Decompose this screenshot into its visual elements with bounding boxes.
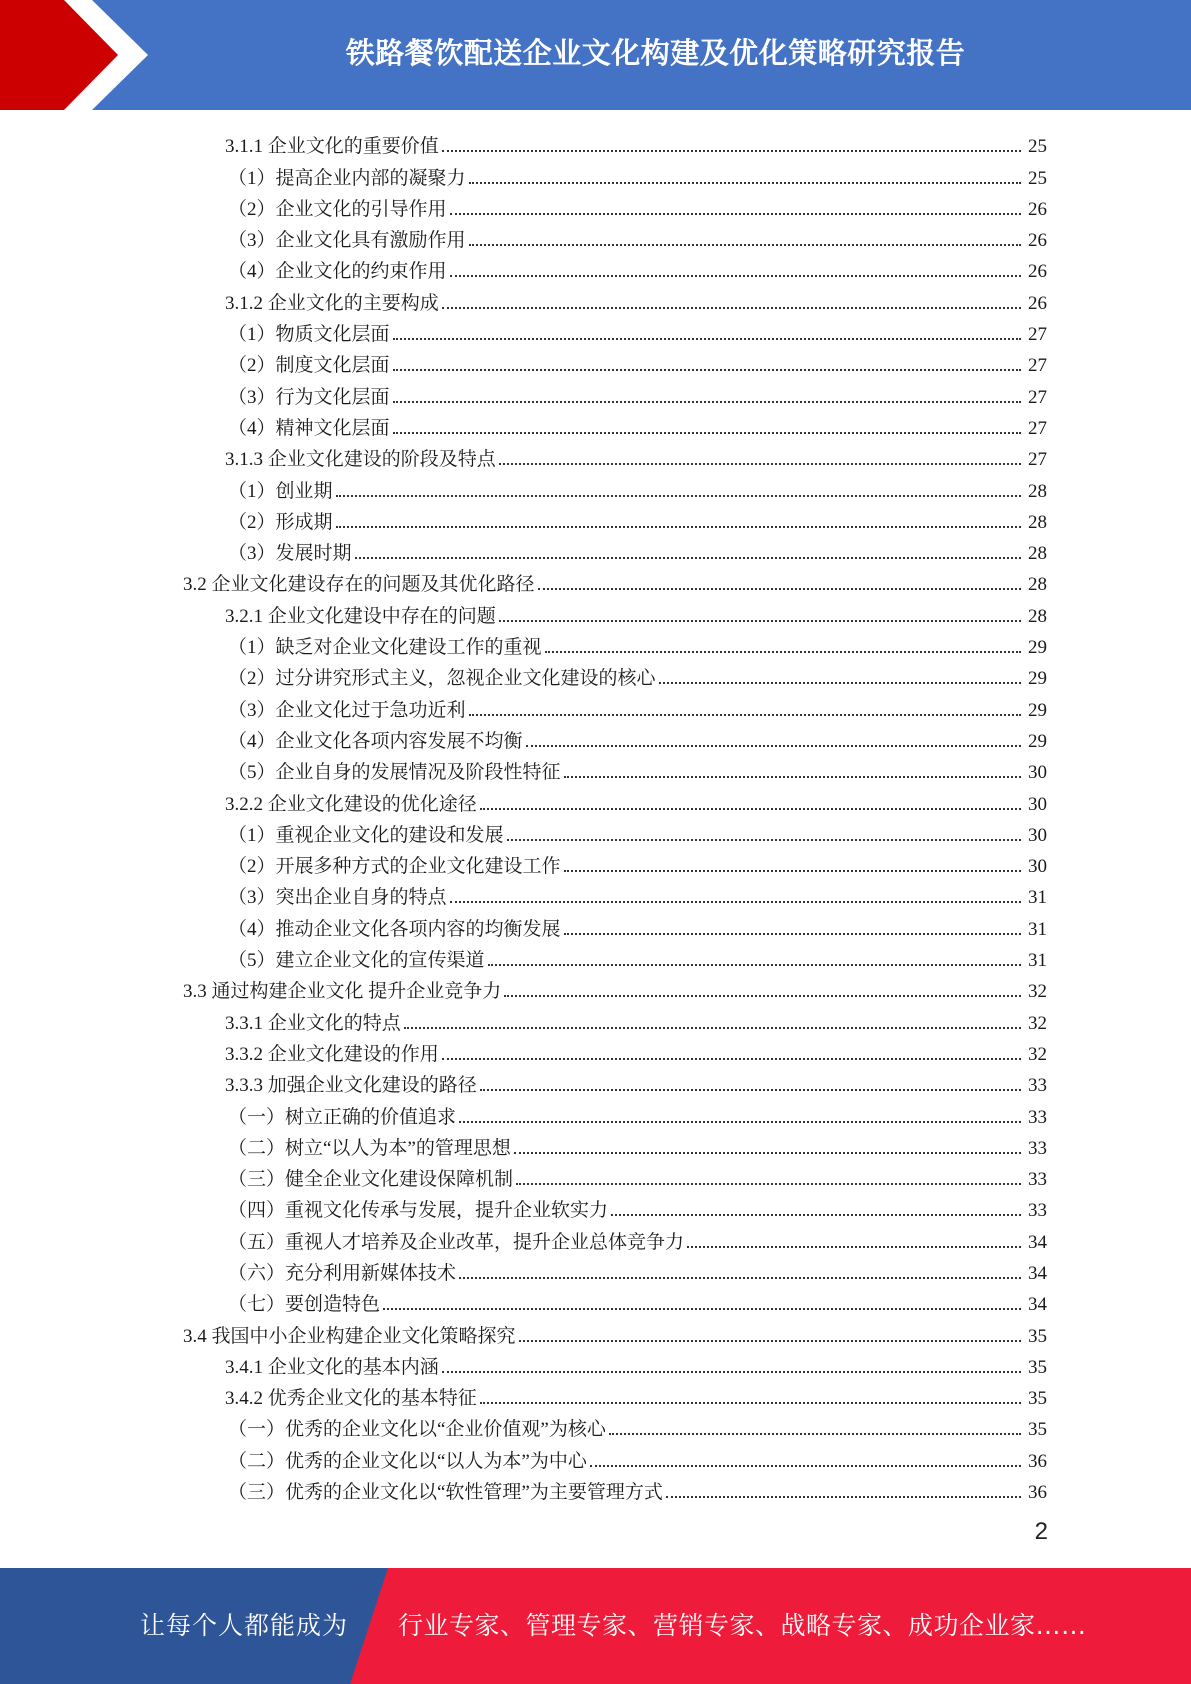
toc-dot-leader (687, 1246, 1021, 1248)
toc-dot-leader (516, 1183, 1021, 1185)
toc-entry[interactable] (0, 378, 1191, 409)
toc-entry-label: （五）重视人才培养及企业改革，提升企业总体竞争力 (228, 1231, 685, 1253)
toc-entry-page: 32 (1028, 1012, 1047, 1034)
toc-entry-label: （二）优秀的企业文化以“以人为本”为中心 (228, 1450, 587, 1472)
toc-entry-page: 25 (1028, 167, 1047, 189)
toc-entry[interactable] (0, 284, 1191, 315)
toc-dot-leader (519, 1340, 1021, 1342)
toc-dot-leader (666, 1496, 1021, 1498)
toc-entry[interactable] (0, 817, 1191, 848)
toc-dot-leader (564, 933, 1021, 935)
toc-entry[interactable] (0, 566, 1191, 597)
toc-entry-label: 3.3.3 加强企业文化建设的路径 (225, 1075, 477, 1097)
toc-entry[interactable] (0, 1317, 1191, 1348)
toc-entry[interactable] (0, 754, 1191, 785)
toc-entry-label: （3）突出企业自身的特点 (228, 887, 447, 909)
toc-dot-leader (393, 401, 1021, 403)
toc-entry[interactable] (0, 1255, 1191, 1286)
toc-entry-label: （4）企业文化的约束作用 (228, 261, 447, 283)
toc-entry[interactable] (0, 785, 1191, 816)
toc-entry-page: 29 (1028, 637, 1047, 659)
toc-entry[interactable] (0, 1286, 1191, 1317)
toc-entry-page: 32 (1028, 981, 1047, 1003)
toc-entry-page: 27 (1028, 417, 1047, 439)
toc-dot-leader (526, 745, 1021, 747)
toc-entry-label: 3.1.2 企业文化的主要构成 (225, 292, 439, 314)
toc-entry[interactable] (0, 910, 1191, 941)
toc-entry-page: 35 (1028, 1325, 1047, 1347)
toc-entry-page: 31 (1028, 887, 1047, 909)
toc-dot-leader (480, 808, 1021, 810)
toc-entry[interactable] (0, 191, 1191, 222)
toc-entry[interactable] (0, 1223, 1191, 1254)
toc-entry[interactable] (0, 128, 1191, 159)
toc-entry-label: （二）树立“以人为本”的管理思想 (228, 1137, 511, 1159)
toc-entry-label: （5）建立企业文化的宣传渠道 (228, 950, 485, 972)
toc-entry[interactable] (0, 316, 1191, 347)
toc-entry[interactable] (0, 723, 1191, 754)
toc-entry[interactable] (0, 347, 1191, 378)
toc-dot-leader (514, 1152, 1021, 1154)
toc-entry[interactable] (0, 879, 1191, 910)
toc-dot-leader (469, 714, 1021, 716)
toc-entry[interactable] (0, 1161, 1191, 1192)
toc-dot-leader (659, 682, 1021, 684)
toc-dot-leader (393, 369, 1021, 371)
toc-entry-page: 28 (1028, 511, 1047, 533)
toc-entry-label: （4）推动企业文化各项内容的均衡发展 (228, 918, 561, 940)
toc-entry-page: 30 (1028, 762, 1047, 784)
toc-entry[interactable] (0, 848, 1191, 879)
toc-entry-page: 27 (1028, 355, 1047, 377)
toc-entry[interactable] (0, 1192, 1191, 1223)
toc-entry-page: 36 (1028, 1450, 1047, 1472)
toc-dot-leader (488, 964, 1021, 966)
table-of-contents (0, 128, 1191, 1505)
toc-entry-label: （1）缺乏对企业文化建设工作的重视 (228, 637, 542, 659)
toc-dot-leader (545, 651, 1021, 653)
toc-dot-leader (507, 839, 1021, 841)
toc-entry-label: 3.4.2 优秀企业文化的基本特征 (225, 1388, 477, 1410)
toc-entry-page: 28 (1028, 480, 1047, 502)
toc-dot-leader (450, 901, 1021, 903)
toc-entry-label: （5）企业自身的发展情况及阶段性特征 (228, 762, 561, 784)
document-title: 铁路餐饮配送企业文化构建及优化策略研究报告 (345, 36, 966, 70)
toc-entry[interactable] (0, 504, 1191, 535)
toc-entry-label: （三）健全企业文化建设保障机制 (228, 1169, 514, 1191)
toc-entry-label: （2）制度文化层面 (228, 355, 390, 377)
toc-entry-page: 33 (1028, 1106, 1047, 1128)
toc-entry-label: （七）要创造特色 (228, 1294, 381, 1316)
toc-dot-leader (564, 776, 1021, 778)
toc-entry[interactable] (0, 535, 1191, 566)
toc-dot-leader (393, 432, 1021, 434)
toc-dot-leader (336, 495, 1021, 497)
toc-entry-label: （六）充分利用新媒体技术 (228, 1262, 457, 1284)
toc-entry[interactable] (0, 1098, 1191, 1129)
toc-dot-leader (504, 995, 1021, 997)
footer-slogan-left: 让每个人都能成为 (140, 1611, 349, 1640)
toc-dot-leader (480, 1402, 1021, 1404)
toc-entry-page: 28 (1028, 605, 1047, 627)
toc-entry-page: 27 (1028, 449, 1047, 471)
toc-entry[interactable] (0, 942, 1191, 973)
toc-entry-page: 32 (1028, 1043, 1047, 1065)
toc-dot-leader (336, 526, 1021, 528)
toc-entry-label: （4）精神文化层面 (228, 417, 390, 439)
toc-dot-leader (450, 213, 1021, 215)
toc-entry-page: 33 (1028, 1200, 1047, 1222)
toc-entry[interactable] (0, 159, 1191, 190)
toc-entry-label: （2）企业文化的引导作用 (228, 198, 447, 220)
toc-entry-page: 25 (1028, 136, 1047, 158)
toc-entry-label: （1）重视企业文化的建设和发展 (228, 824, 504, 846)
toc-dot-leader (469, 182, 1021, 184)
toc-entry-label: （4）企业文化各项内容发展不均衡 (228, 730, 523, 752)
toc-entry[interactable] (0, 597, 1191, 628)
toc-entry-label: （四）重视文化传承与发展，提升企业软实力 (228, 1200, 609, 1222)
toc-entry-page: 28 (1028, 543, 1047, 565)
toc-dot-leader (393, 338, 1021, 340)
toc-dot-leader (404, 1027, 1021, 1029)
toc-entry[interactable] (0, 1004, 1191, 1035)
toc-entry[interactable] (0, 253, 1191, 284)
toc-entry-page: 30 (1028, 856, 1047, 878)
toc-entry-page: 34 (1028, 1262, 1047, 1284)
toc-entry-label: （一）优秀的企业文化以“企业价值观”为核心 (228, 1419, 606, 1441)
toc-entry[interactable] (0, 1067, 1191, 1098)
toc-entry-page: 34 (1028, 1294, 1047, 1316)
header-banner (0, 0, 1191, 110)
toc-entry[interactable] (0, 1474, 1191, 1505)
toc-dot-leader (442, 1371, 1021, 1373)
toc-entry-label: （2）形成期 (228, 511, 333, 533)
toc-entry-label: （2）开展多种方式的企业文化建设工作 (228, 856, 561, 878)
toc-entry-label: 3.1.3 企业文化建设的阶段及特点 (225, 449, 496, 471)
toc-entry[interactable] (0, 1442, 1191, 1473)
toc-entry-label: 3.3 通过构建企业文化 提升企业竞争力 (183, 981, 502, 1003)
toc-entry[interactable] (0, 1411, 1191, 1442)
toc-dot-leader (564, 870, 1021, 872)
toc-dot-leader (450, 275, 1021, 277)
toc-entry-label: （1）物质文化层面 (228, 324, 390, 346)
page-number: 2 (1034, 1518, 1048, 1545)
toc-entry-label: 3.2 企业文化建设存在的问题及其优化路径 (183, 574, 535, 596)
toc-dot-leader (442, 307, 1021, 309)
toc-entry-page: 27 (1028, 386, 1047, 408)
toc-entry-page: 30 (1028, 793, 1047, 815)
toc-entry-label: （三）优秀的企业文化以“软性管理”为主要管理方式 (228, 1482, 663, 1504)
toc-entry[interactable] (0, 973, 1191, 1004)
toc-entry-page: 35 (1028, 1356, 1047, 1378)
toc-dot-leader (609, 1433, 1021, 1435)
header-arrow-icon (0, 0, 160, 110)
toc-entry-label: （2）过分讲究形式主义，忽视企业文化建设的核心 (228, 668, 656, 690)
toc-dot-leader (499, 620, 1021, 622)
toc-entry-label: （一）树立正确的价值追求 (228, 1106, 457, 1128)
toc-entry[interactable] (0, 410, 1191, 441)
toc-entry[interactable] (0, 691, 1191, 722)
toc-entry-label: （3）行为文化层面 (228, 386, 390, 408)
toc-entry-page: 29 (1028, 668, 1047, 690)
toc-entry-page: 26 (1028, 230, 1047, 252)
toc-entry-page: 31 (1028, 918, 1047, 940)
toc-dot-leader (538, 588, 1021, 590)
toc-entry[interactable] (0, 441, 1191, 472)
toc-dot-leader (442, 150, 1021, 152)
toc-entry[interactable] (0, 1036, 1191, 1067)
footer-slogan-right: 行业专家、管理专家、营销专家、战略专家、成功企业家…… (398, 1611, 1087, 1640)
toc-entry[interactable] (0, 1130, 1191, 1161)
toc-entry[interactable] (0, 629, 1191, 660)
toc-entry-page: 29 (1028, 730, 1047, 752)
footer-banner (0, 1568, 1191, 1684)
toc-entry-label: 3.3.1 企业文化的特点 (225, 1012, 401, 1034)
toc-dot-leader (499, 463, 1021, 465)
toc-entry[interactable] (0, 1380, 1191, 1411)
toc-entry-page: 35 (1028, 1388, 1047, 1410)
toc-entry-label: 3.3.2 企业文化建设的作用 (225, 1043, 439, 1065)
toc-entry-page: 35 (1028, 1419, 1047, 1441)
toc-entry-page: 26 (1028, 261, 1047, 283)
toc-entry-page: 33 (1028, 1137, 1047, 1159)
toc-entry-label: 3.1.1 企业文化的重要价值 (225, 136, 439, 158)
toc-entry-label: 3.4 我国中小企业构建企业文化策略探究 (183, 1325, 516, 1347)
toc-dot-leader (442, 1058, 1021, 1060)
toc-entry-label: （3）发展时期 (228, 543, 352, 565)
toc-entry-label: 3.2.2 企业文化建设的优化途径 (225, 793, 477, 815)
toc-entry[interactable] (0, 660, 1191, 691)
toc-dot-leader (383, 1308, 1021, 1310)
toc-entry-label: （3）企业文化具有激励作用 (228, 230, 466, 252)
toc-entry-page: 26 (1028, 198, 1047, 220)
toc-entry-page: 27 (1028, 324, 1047, 346)
toc-dot-leader (590, 1465, 1021, 1467)
toc-entry-page: 31 (1028, 950, 1047, 972)
toc-dot-leader (611, 1214, 1021, 1216)
toc-entry-page: 36 (1028, 1482, 1047, 1504)
toc-entry[interactable] (0, 472, 1191, 503)
toc-entry[interactable] (0, 222, 1191, 253)
toc-entry-label: （1）提高企业内部的凝聚力 (228, 167, 466, 189)
toc-entry-page: 26 (1028, 292, 1047, 314)
toc-entry-page: 30 (1028, 824, 1047, 846)
toc-entry-page: 33 (1028, 1169, 1047, 1191)
toc-entry-label: （3）企业文化过于急功近利 (228, 699, 466, 721)
toc-dot-leader (355, 557, 1021, 559)
toc-entry-label: （1）创业期 (228, 480, 333, 502)
toc-entry-page: 34 (1028, 1231, 1047, 1253)
toc-entry-page: 33 (1028, 1075, 1047, 1097)
toc-entry[interactable] (0, 1349, 1191, 1380)
toc-entry-label: 3.2.1 企业文化建设中存在的问题 (225, 605, 496, 627)
toc-dot-leader (469, 244, 1021, 246)
toc-entry-page: 28 (1028, 574, 1047, 596)
toc-dot-leader (480, 1089, 1021, 1091)
toc-entry-label: 3.4.1 企业文化的基本内涵 (225, 1356, 439, 1378)
toc-entry-page: 29 (1028, 699, 1047, 721)
toc-dot-leader (459, 1121, 1021, 1123)
toc-dot-leader (459, 1277, 1021, 1279)
